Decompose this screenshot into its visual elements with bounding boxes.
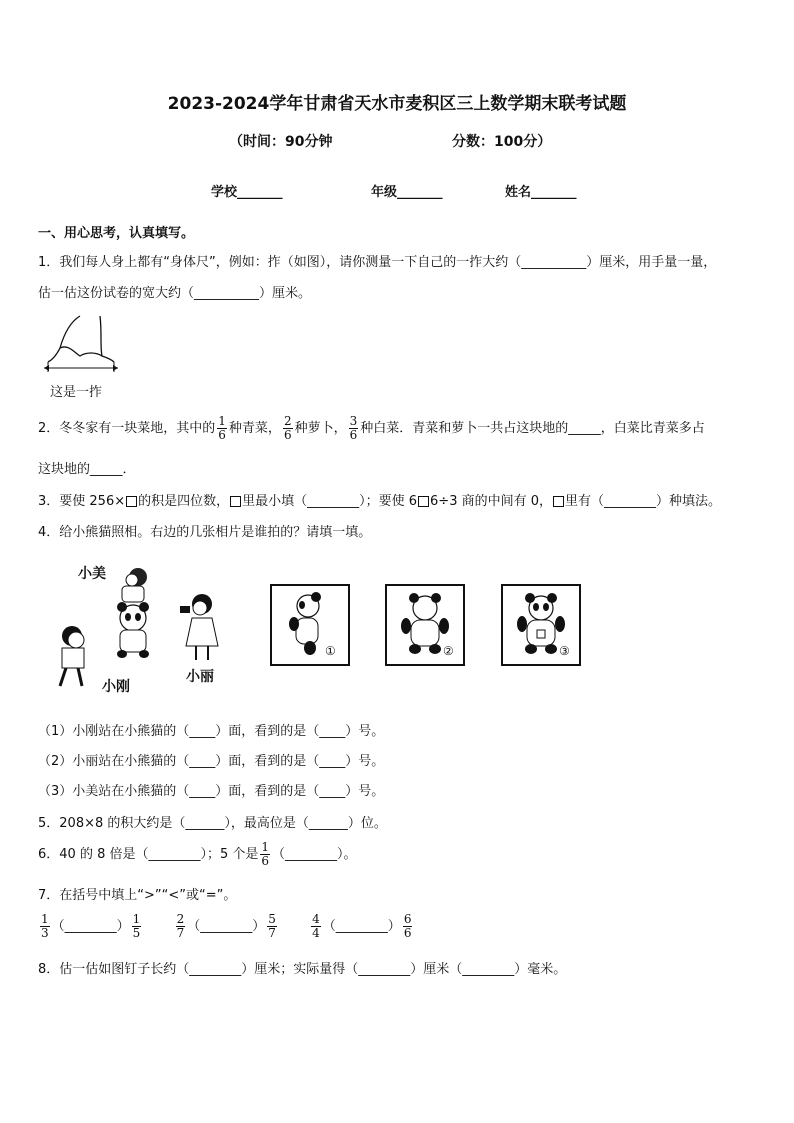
q5-line: 5．208×8 的积大约是（______），最高位是（______）位。 [38,816,387,831]
box-symbol [126,496,137,507]
score-label: 分数：100分） [452,134,552,150]
photo-2 [385,584,465,666]
photo-number: ② [443,644,454,658]
q2-text-a: 2．冬冬家有一块菜地，其中的 [38,421,216,436]
photo-number: ① [325,644,336,658]
fraction: $\frac{4}{4}$ [312,912,320,940]
photo-3 [501,584,581,666]
q6-line: 6．40 的 8 倍是（________）；5 个是 $\frac{1}{6}$ （________）。 [38,840,357,868]
q7-text: 7．在括号中填上“>”“<”或“=”。 [38,888,237,903]
box-symbol [230,496,241,507]
q8-line: 8．估一估如图钉子长约（________）厘米；实际量得（________）厘米（________）毫米。 [38,962,567,977]
page-title: 2023-2024学年甘肃省天水市麦积区三上数学期末联考试题 [167,94,627,114]
q1-line1: 1．我们每人身上都有“身体尺”，例如：拃（如图），请你测量一下自己的一拃大约（__________）厘米，用手量一量， [38,255,717,270]
fraction: $\frac{2}{7}$ [176,912,185,940]
fraction: $\frac{5}{7}$ [268,912,276,940]
q2-text-b: 种青菜， [228,421,281,436]
hand-span-illustration [40,312,122,382]
label-xiaoli: 小丽 [186,669,214,685]
label-xiaogang: 小刚 [102,679,130,695]
time-label: （时间：90分钟 [229,134,333,150]
school-field: 学校_______ [211,185,283,200]
q2-text-d: 种白菜．青菜和萝卜一共占这块地的_____，白菜比青菜多占 [360,421,705,436]
q2-text-c: 种萝卜， [294,421,347,436]
q3-line: 3．要使 256× 的积是四位数， 里最小填（________）；要使 6 6÷3 商的中间有 0， 里有（________）种填法。 [38,494,722,509]
q4-sub1: （1）小刚站在小熊猫的（____）面，看到的是（____）号。 [38,724,385,739]
box-symbol [418,496,429,507]
fraction: $\frac{6}{6}$ [403,912,412,940]
name-field: 姓名_______ [505,185,577,200]
section-heading: 一、用心思考，认真填写。 [38,226,195,241]
q7-comparisons: $\frac{1}{3}$ （________） $\frac{1}{5}$ $\frac{2}{7}$ （________） $\frac{5}{7}$ $\frac{4}{4}$ （________） $\frac{6}{6}$ [41,912,412,940]
fraction: $\frac{3}{6}$ [349,414,358,442]
grade-field: 年级_______ [371,185,443,200]
q1-line2: 估一估这份试卷的宽大约（__________）厘米。 [38,286,312,301]
q4-text: 4．给小熊猫照相。右边的几张相片是谁拍的？请填一填。 [38,525,372,540]
hand-span-caption: 这是一拃 [50,385,103,400]
photo-1 [270,584,350,666]
photo-number: ③ [559,644,570,658]
children-and-panda-illustration [50,560,240,695]
q2-line1 [38,412,705,446]
q2-line2: 这块地的_____． [38,462,136,477]
fraction: $\frac{1}{6}$ [261,840,270,868]
fraction: $\frac{1}{5}$ [132,912,141,940]
label-xiaomei: 小美 [78,566,106,582]
q4-sub2: （2）小丽站在小熊猫的（____）面，看到的是（____）号。 [38,754,385,769]
q4-sub3: （3）小美站在小熊猫的（____）面，看到的是（____）号。 [38,784,385,799]
box-symbol [553,496,564,507]
fraction: $\frac{1}{3}$ [41,912,49,940]
fraction: $\frac{2}{6}$ [283,414,292,442]
fraction: $\frac{1}{6}$ [218,414,226,442]
